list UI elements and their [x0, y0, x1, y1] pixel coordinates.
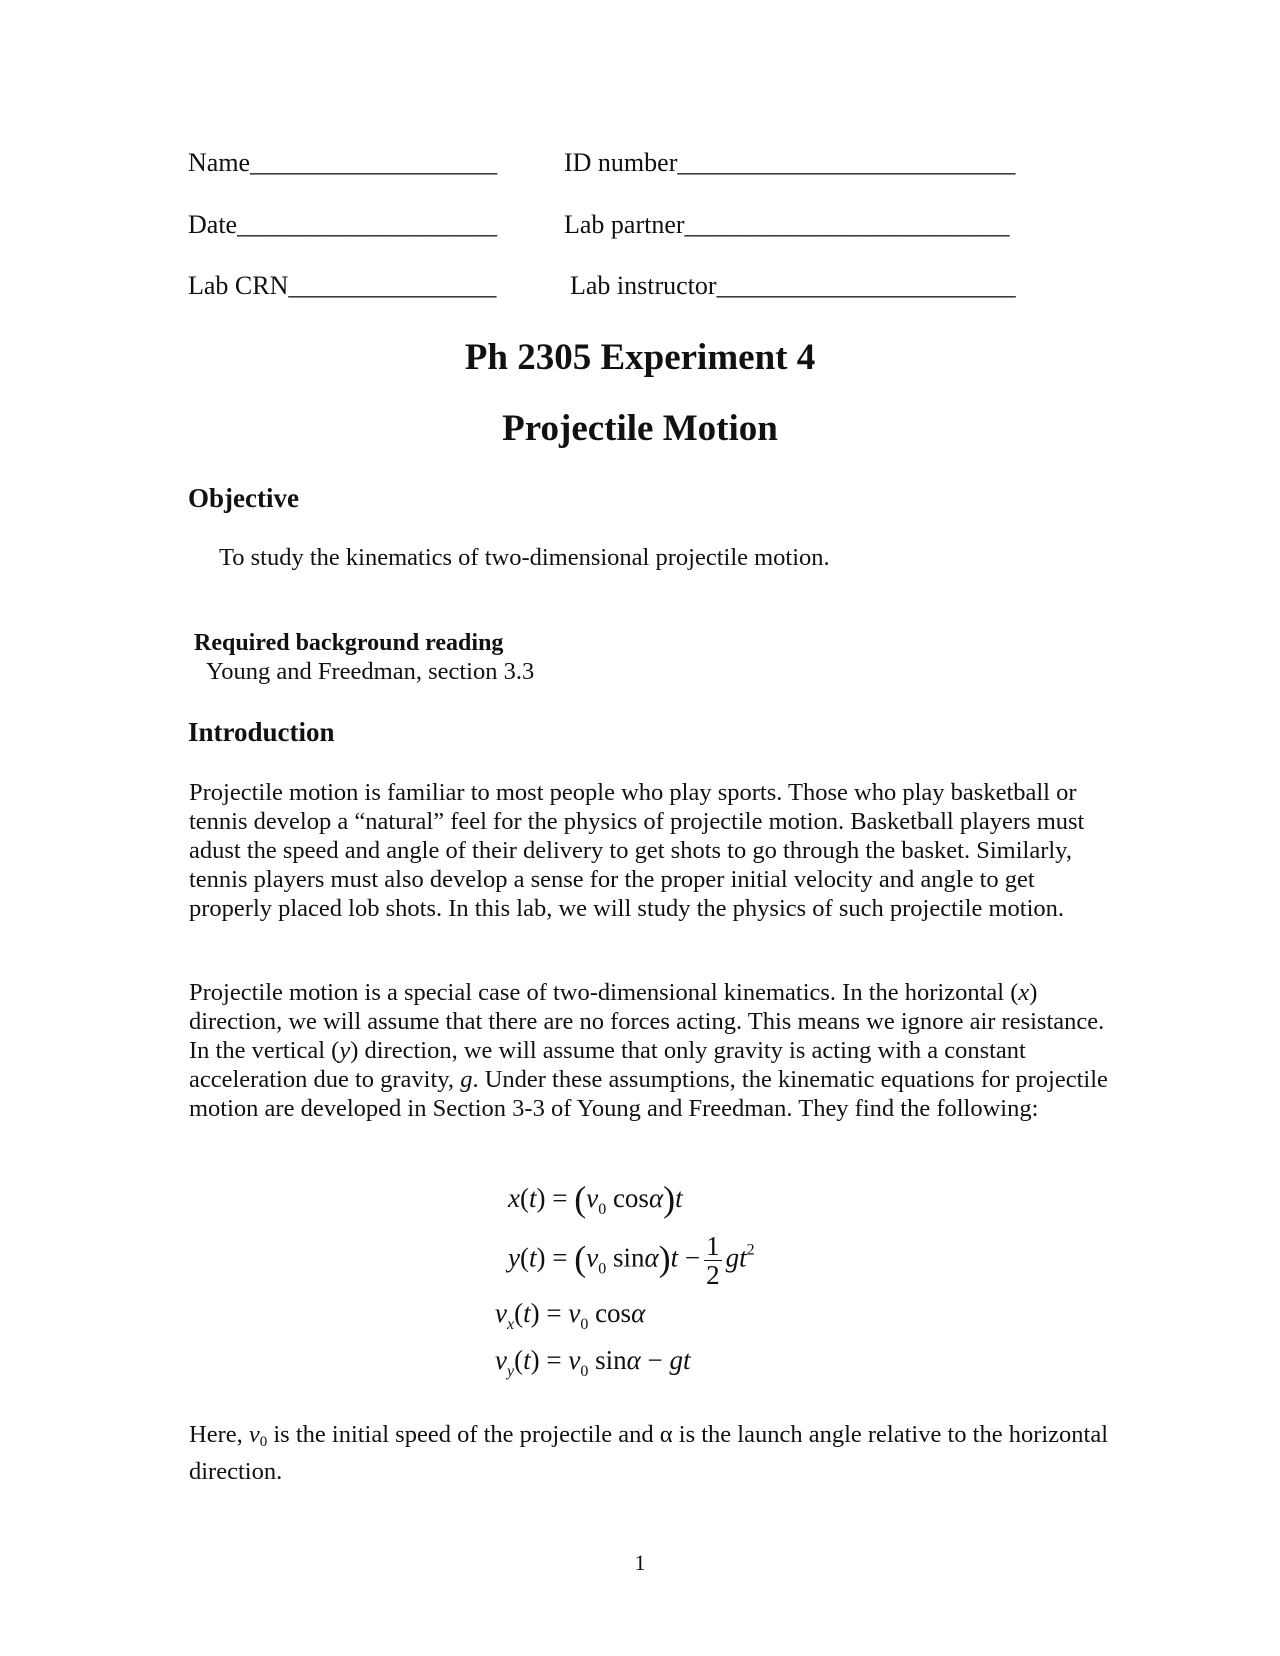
objective-text: To study the kinematics of two-dimensional projectile motion. [219, 544, 830, 571]
page-number: 1 [634, 1550, 646, 1575]
para2-part-b: ) direction, we will assume that there are no forces acting. This means we ignore air resistance. In the vertical ( [189, 979, 1105, 1064]
para2-x-var: x [1018, 979, 1030, 1006]
closing-part-b: is the initial speed of the projectile and α is the launch angle relative to the horizontal direction. [189, 1421, 1109, 1485]
date-field: Date____________________ [188, 210, 498, 239]
page-subtitle: Projectile Motion [502, 408, 778, 449]
lab-partner-field: Lab partner_________________________ [564, 210, 1010, 239]
id-number-field: ID number__________________________ [564, 148, 1016, 177]
intro-paragraph-1 [189, 778, 1109, 923]
closing-paragraph-text [189, 1420, 1109, 1486]
equation-x-position: $x(t) = (v_0$ cosα)t [508, 1179, 683, 1219]
background-text: Young and Freedman, section 3.3 [206, 658, 535, 685]
para2-g-var: g [460, 1066, 473, 1093]
para2-part-a: Projectile motion is a special case of two-dimensional kinematics. In the horizontal ( [189, 979, 1019, 1006]
closing-paragraph [189, 1420, 1109, 1486]
lab-instructor-field: Lab instructor_______________________ [570, 271, 1016, 300]
equation-x-velocity: $v_x(t) = v_0$ cosα [495, 1298, 646, 1333]
equation-y-position: $y(t) = (v_0$ sinα)t − $\frac{1}{2}$ $gt^2$ [508, 1231, 755, 1290]
lab-crn-field: Lab CRN________________ [188, 271, 497, 300]
name-field: Name___________________ [188, 148, 498, 177]
para2-part-d: . Under these assumptions, the kinematic equations for projectile motion are developed in Section 3-3 of Young and Freedman. They find the following: [189, 1066, 1108, 1122]
closing-v-subscript: 0 [259, 1434, 268, 1450]
intro-paragraph-2-text [189, 978, 1109, 1123]
introduction-heading: Introduction [188, 717, 335, 747]
closing-v-var: v [248, 1421, 260, 1448]
intro-paragraph-2 [189, 978, 1109, 1123]
intro-paragraph-1-text: Projectile motion is familiar to most people who play sports. Those who play basketball or tennis develop a “natural” feel for the physics of projectile motion. Basketball players must adust the speed and angle of their delivery to get shots to go through the basket. Similarly, tennis players must also develop a sense for the proper initial velocity and angle to get properly placed lob shots. In this lab, we will study the physics of such projectile motion. [189, 779, 1085, 922]
objective-heading: Objective [188, 483, 299, 513]
background-heading: Required background reading [194, 630, 504, 656]
para2-part-c: ) direction, we will assume that only gravity is acting with a constant acceleration due to gravity, [189, 1037, 1026, 1093]
para2-y-var: y [339, 1037, 351, 1064]
equation-y-velocity: $v_y(t) = v_0$ sinα − gt [495, 1345, 691, 1380]
page-title: Ph 2305 Experiment 4 [464, 337, 816, 378]
closing-part-a: Here, [189, 1421, 249, 1448]
